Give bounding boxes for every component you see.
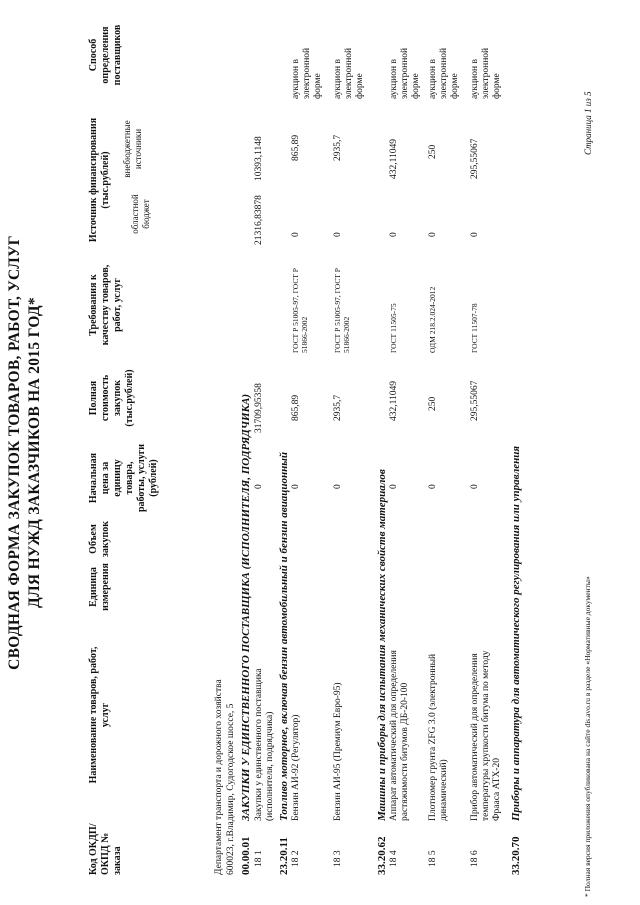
row-number: 18 4 <box>389 850 399 867</box>
row-name: Закупки у единственного поставщика (исполнителя, подрядчика) <box>254 668 275 821</box>
header-method: Способ определения поставщиков <box>88 24 123 86</box>
row-external: 2935,7 <box>333 134 343 161</box>
row-total: 250 <box>428 396 438 411</box>
row-external: 10393,1148 <box>254 136 264 181</box>
header-requirements: Требования к качеству товаров, работ, услуг <box>88 264 123 346</box>
document-title: СВОДНАЯ ФОРМА ЗАКУПОК ТОВАРОВ, РАБОТ, УСЛУГ <box>6 235 23 670</box>
row-requirements: ГОСТ Р 51005-97, ГОСТ Р 51866-2002 <box>291 268 309 353</box>
row-regional: 0 <box>291 232 301 237</box>
page-number: Страница 1 из 5 <box>583 91 593 155</box>
row-external: 432,11049 <box>389 138 399 179</box>
row-number: 18 1 <box>254 850 264 867</box>
row-volume: 0 <box>428 484 438 489</box>
row-number: 18 6 <box>470 850 480 867</box>
row-number: 18 3 <box>333 850 343 867</box>
section-code: 23.20.11 <box>278 837 290 875</box>
row-method: аукцион в электронной форме <box>428 47 460 99</box>
row-regional: 0 <box>333 232 343 237</box>
section-title: Машины и приборы для испытания механических свойств материалов <box>376 469 388 821</box>
row-name: Бензин АИ-95 (Премиум Евро-95) <box>333 682 343 821</box>
section-title: Топливо моторное, включая бензин автомобильный и бензин авиационный <box>278 451 290 821</box>
row-volume: 0 <box>291 484 301 489</box>
section-title: ЗАКУПКИ У ЕДИНСТВЕННОГО ПОСТАВЩИКА (ИСПОЛНИТЕЛЯ, ПОДРЯДЧИКА) <box>240 393 252 821</box>
customer-address: 600023, г.Владимир, Судогодское шоссе, 5 <box>226 703 236 875</box>
row-requirements: ОДМ 218.2.024-2012 <box>428 286 437 353</box>
section-title: Приборы и аппаратура для автоматического регулирования или управления <box>510 445 522 821</box>
row-volume: 0 <box>389 484 399 489</box>
header-financing-external: внебюджетные источники <box>122 120 143 178</box>
row-number: 18 2 <box>291 850 301 867</box>
row-total: 432,11049 <box>389 380 399 421</box>
document-subtitle: ДЛЯ НУЖД ЗАКАЗЧИКОВ НА 2015 ГОД* <box>26 297 43 608</box>
section-code: 00.00.01 <box>240 836 252 875</box>
row-method: аукцион в электронной форме <box>333 47 365 99</box>
row-requirements: ГОСТ Р 51005-97, ГОСТ Р 51866-2002 <box>333 268 351 353</box>
row-total: 865,89 <box>291 394 301 421</box>
row-total: 295,55067 <box>470 380 480 421</box>
row-total: 31709,95358 <box>254 383 264 433</box>
header-unit: Единица измерения <box>88 563 111 611</box>
row-volume: 0 <box>333 484 343 489</box>
row-volume: 0 <box>470 484 480 489</box>
header-financing: Источник финансирования (тыс.рублей) <box>88 117 111 243</box>
row-name: Аппарат автоматический для определения растяжимости битумов ДБ-20-100 <box>389 650 410 821</box>
header-code: Код ОКДП/ ОКПД № заказа <box>88 823 123 875</box>
row-external: 865,89 <box>291 134 301 161</box>
header-financing-regional: областной бюджет <box>130 194 151 234</box>
row-method: аукцион в электронной форме <box>389 47 421 99</box>
row-requirements: ГОСТ 11505-75 <box>389 303 398 353</box>
row-external: 295,55067 <box>470 138 480 179</box>
row-name: Прибор автоматический для определения температуры хрупкости битума по методу Фрааса АТХ-20 <box>470 650 502 821</box>
header-name: Наименование товаров, работ, услуг <box>88 646 111 784</box>
section-code: 33.20.62 <box>376 836 388 875</box>
row-requirements: ГОСТ 11507-78 <box>470 303 479 353</box>
header-total: Полная стоимость закупок (тыс.рублей) <box>88 369 135 427</box>
row-external: 250 <box>428 144 438 159</box>
section-code: 33.20.70 <box>510 836 522 875</box>
row-volume: 0 <box>254 484 264 489</box>
row-method: аукцион в электронной форме <box>291 47 323 99</box>
row-name: Плотномер грунта ZFG 3.0 (электронный динамический) <box>428 653 449 821</box>
row-regional: 0 <box>428 232 438 237</box>
header-price: Начальная цена за единицу товара, работы, услуги (рублей) <box>88 443 159 513</box>
row-regional: 21316,83878 <box>254 195 264 245</box>
row-total: 2935,7 <box>333 394 343 421</box>
row-regional: 0 <box>389 232 399 237</box>
footnote: * Полная версия приложения опубликована на сайте dis.avo.ru в разделе «Нормативные документы» <box>583 576 592 897</box>
customer-name: Департамент транспорта и дорожного хозяйства <box>214 679 224 875</box>
row-regional: 0 <box>470 232 480 237</box>
row-method: аукцион в электронной форме <box>470 47 502 99</box>
row-name: Бензин АИ-92 (Регулятор) <box>291 714 301 821</box>
row-number: 18 5 <box>428 850 438 867</box>
header-volume: Объем закупок <box>88 520 111 558</box>
